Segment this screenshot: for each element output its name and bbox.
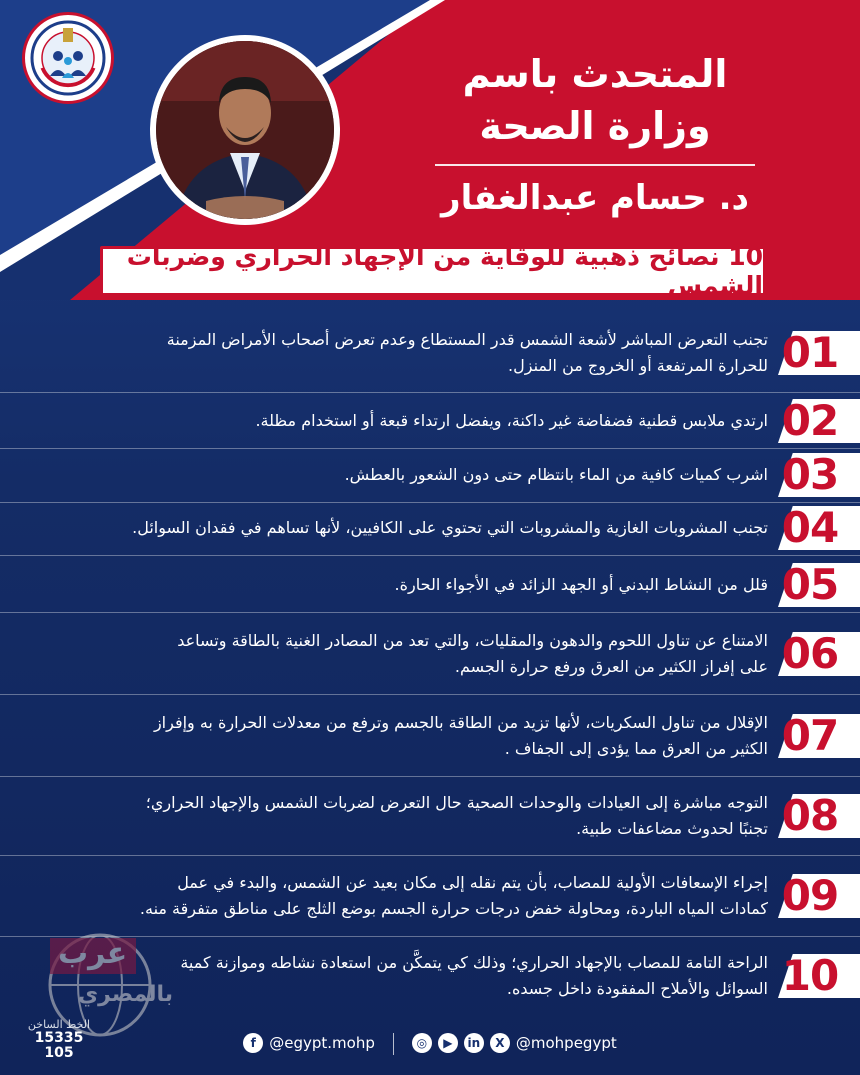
tip-row xyxy=(0,505,860,551)
tip-text xyxy=(30,327,768,379)
tip-separator xyxy=(0,555,860,556)
tip-text-line: الإقلال من تناول السكريات، لأنها تزيد من الطاقة بالجسم وترفع من معدلات الحرارة به وإفراز xyxy=(153,713,768,732)
tip-row xyxy=(0,398,860,444)
tip-number: 05 xyxy=(781,560,839,609)
speaker-photo xyxy=(156,41,334,219)
tip-separator xyxy=(0,448,860,449)
linkedin-icon[interactable]: in xyxy=(464,1033,484,1053)
tip-separator xyxy=(0,392,860,393)
tip-text xyxy=(30,790,768,842)
tip-number: 06 xyxy=(781,629,839,678)
header-title-block xyxy=(425,48,765,220)
headline-text: 10 نصائح ذهبية للوقاية من الإجهاد الحراري وضربات الشمس xyxy=(126,242,763,300)
tip-number: 09 xyxy=(781,871,839,920)
tip-row xyxy=(0,318,860,388)
tip-separator xyxy=(0,502,860,503)
social-handle: @mohpegypt xyxy=(515,1034,617,1052)
watermark-line-2: بالمصري xyxy=(78,982,174,1007)
x-icon[interactable]: X xyxy=(490,1033,510,1053)
social-links[interactable] xyxy=(412,1033,617,1053)
hotline-number-2: 105 xyxy=(44,1045,74,1061)
tip-text-line: قلل من النشاط البدني أو الجهد الزائد في الأجواء الحارة. xyxy=(394,575,768,594)
tip-row xyxy=(0,562,860,608)
tip-text-line: السوائل والأملاح المفقودة داخل جسده. xyxy=(506,979,768,998)
hotline-label: الخط الساخن xyxy=(27,1018,91,1031)
tip-separator xyxy=(0,776,860,777)
tip-row xyxy=(0,860,860,932)
tip-text-line: اشرب كميات كافية من الماء بانتظام حتى دون الشعور بالعطش. xyxy=(344,465,768,484)
tip-text xyxy=(30,572,768,598)
facebook-link[interactable] xyxy=(243,1033,375,1053)
tip-number: 04 xyxy=(781,503,839,552)
tip-row xyxy=(0,618,860,690)
hotline-number-1: 15335 xyxy=(34,1030,84,1046)
tip-number: 07 xyxy=(781,711,839,760)
tip-text xyxy=(30,628,768,680)
title-line-1: المتحدث باسم xyxy=(462,52,728,96)
tip-row xyxy=(0,700,860,772)
tip-number: 03 xyxy=(781,450,839,499)
tip-number: 02 xyxy=(781,396,839,445)
watermark-line-1: عرب xyxy=(58,936,128,971)
tip-text xyxy=(30,515,768,541)
speaker-name: د. حسام عبدالغفار xyxy=(441,178,749,218)
tip-text-line: الكثير من العرق مما يؤدى إلى الجفاف . xyxy=(504,739,768,758)
tip-number: 10 xyxy=(781,951,839,1000)
tip-text-line: على إفراز الكثير من العرق ورفع حرارة الجسم. xyxy=(454,657,768,676)
tip-text-line: الامتناع عن تناول اللحوم والدهون والمقليات، والتي تعد من المصادر الغنية بالطاقة وتساعد xyxy=(177,631,768,650)
tip-text-line: تجنب التعرض المباشر لأشعة الشمس قدر المستطاع وعدم تعرض أصحاب الأمراض المزمنة xyxy=(166,330,768,349)
facebook-handle: @egypt.mohp xyxy=(269,1034,375,1052)
title-divider xyxy=(435,164,755,166)
tip-text xyxy=(30,870,768,922)
tip-text-line: الراحة التامة للمصاب بالإجهاد الحراري؛ وذلك كي يتمكَّن من استعادة نشاطه وموازنة كمية xyxy=(180,953,768,972)
tip-text-line: كمادات المياه الباردة، ومحاولة خفض درجات حرارة الجسم بوضع الثلج على مناطق متفرقة منه. xyxy=(139,899,768,918)
tip-separator xyxy=(0,694,860,695)
tip-text-line: تجنب المشروبات الغازية والمشروبات التي تحتوي على الكافيين، لأنها تساهم في فقدان السوائل. xyxy=(132,518,768,537)
footer-divider xyxy=(393,1033,394,1055)
tip-text xyxy=(30,710,768,762)
tip-text xyxy=(30,462,768,488)
facebook-icon: f xyxy=(243,1033,263,1053)
tip-text xyxy=(30,408,768,434)
ministry-logo xyxy=(22,12,114,104)
title-line-2: وزارة الصحة xyxy=(479,104,711,148)
tip-number: 01 xyxy=(781,328,839,377)
tip-text-line: تجنبًا لحدوث مضاعفات طبية. xyxy=(576,819,768,838)
youtube-icon[interactable]: ▶ xyxy=(438,1033,458,1053)
tip-separator xyxy=(0,612,860,613)
tip-text-line: ارتدي ملابس قطنية فضفاضة غير داكنة، ويفضل ارتداء قبعة أو استخدام مظلة. xyxy=(255,411,768,430)
footer-social xyxy=(0,1025,860,1075)
ministry-emblem-icon xyxy=(28,18,108,98)
tip-row xyxy=(0,781,860,851)
headline-banner xyxy=(100,242,766,300)
tip-number: 08 xyxy=(781,791,839,840)
instagram-icon[interactable]: ◎ xyxy=(412,1033,432,1053)
tip-row xyxy=(0,452,860,498)
tip-text-line: للحرارة المرتفعة أو الخروج من المنزل. xyxy=(508,356,768,375)
tip-separator xyxy=(0,855,860,856)
tip-text-line: التوجه مباشرة إلى العيادات والوحدات الصحية حال التعرض لضربات الشمس والإجهاد الحراري؛ xyxy=(145,793,768,812)
speaker-portrait xyxy=(150,35,340,225)
tip-text-line: إجراء الإسعافات الأولية للمصاب، بأن يتم نقله إلى مكان بعيد عن الشمس، والبدء في عمل xyxy=(177,873,768,892)
